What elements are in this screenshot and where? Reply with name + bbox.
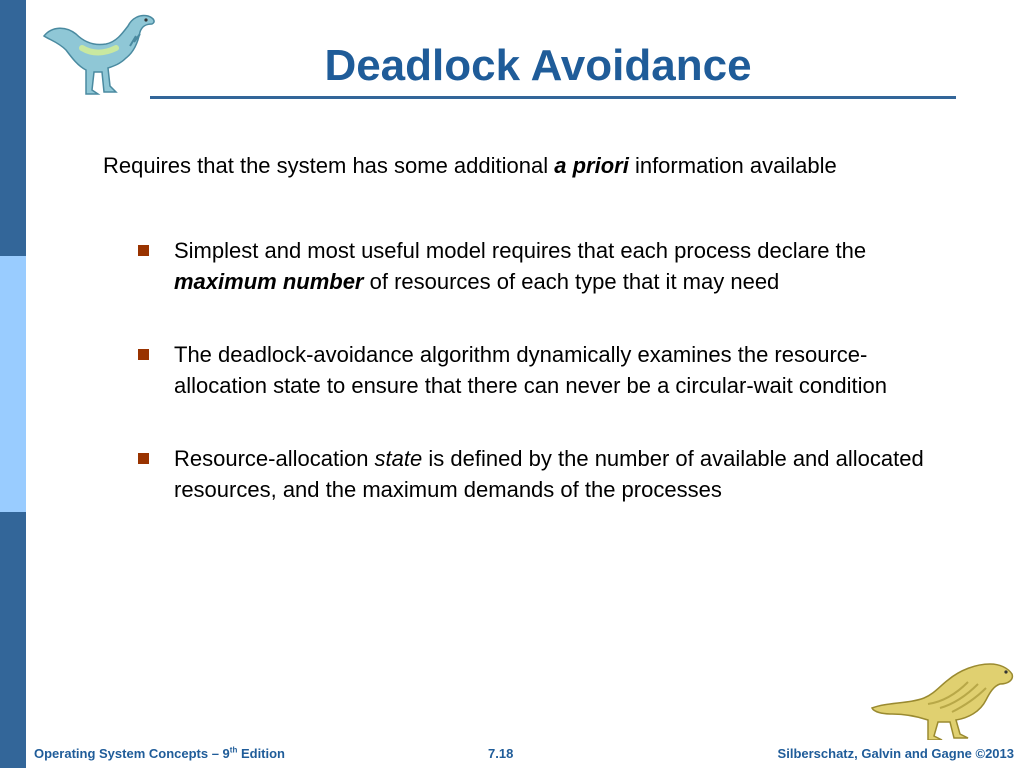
bullet-3-emphasis: state [374, 446, 423, 471]
dinosaur-logo-bottom [868, 658, 1018, 740]
intro-text-before: Requires that the system has some additional [103, 153, 555, 178]
bullet-item-2 [138, 339, 948, 401]
footer-book-title: Operating System Concepts – 9th Edition [34, 745, 286, 761]
side-strip-middle [0, 256, 26, 512]
slide-title: Deadlock Avoidance [324, 41, 752, 90]
bullet-1-text-after: of resources of each type that it may need [363, 269, 780, 294]
side-strip-bottom [0, 512, 26, 768]
bullet-1-emphasis: maximum number [174, 269, 364, 294]
footer-page-number: 7.18 [488, 746, 514, 761]
square-bullet-icon [138, 245, 149, 256]
square-bullet-icon [138, 453, 149, 464]
dinosaur-logo-top [36, 8, 160, 96]
footer-copyright: Silberschatz, Galvin and Gagne ©2013 [777, 746, 1014, 761]
bullet-3-text-before: Resource-allocation [174, 446, 375, 471]
title-divider [150, 96, 956, 99]
bullet-1-text-before: Simplest and most useful model requires that each process declare the [174, 238, 867, 263]
bullet-3-text-after: is defined by the number of available and allocated resources, and the maximum demands of the processes [174, 446, 924, 502]
bullet-list [138, 235, 948, 505]
intro-emphasis: a priori [554, 153, 629, 178]
bullet-2-text: The deadlock-avoidance algorithm dynamically examines the resource-allocation state to ensure that there can never be a circular-wait condition [174, 342, 887, 398]
bullet-item-3 [138, 443, 948, 505]
side-strip-top [0, 0, 26, 256]
square-bullet-icon [138, 349, 149, 360]
bullet-item-1 [138, 235, 948, 297]
intro-text-after: information available [628, 153, 837, 178]
intro-paragraph [103, 150, 923, 181]
